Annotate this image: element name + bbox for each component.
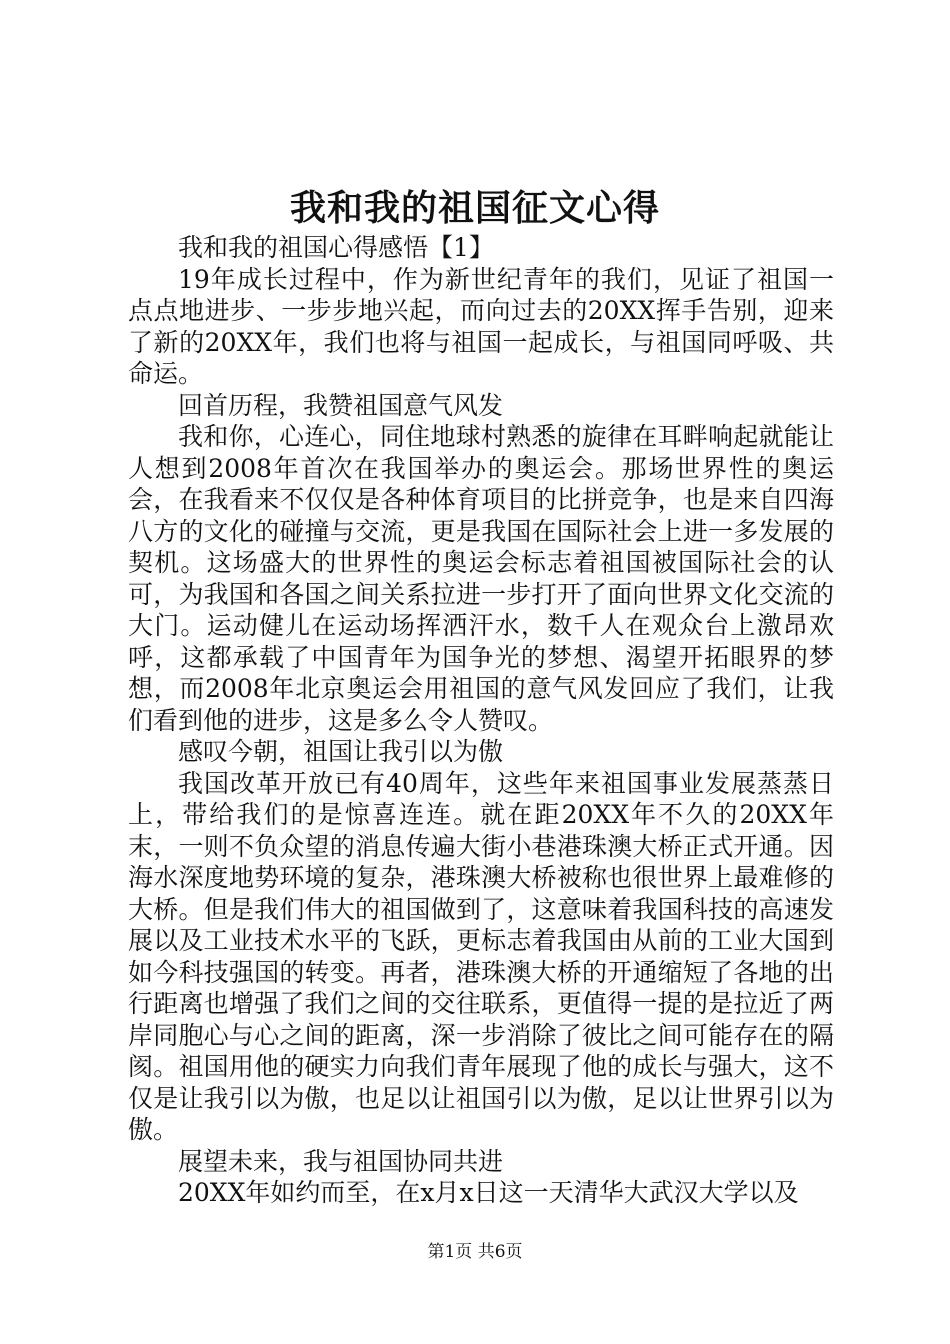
section-heading-present: 感叹今朝，祖国让我引以为傲 xyxy=(178,737,504,766)
page-footer: 第1页 共6页 xyxy=(427,1242,523,1262)
paragraph-olympics: 我和你，心连心，同住地球村熟悉的旋律在耳畔响起就能让人想到2008年首次在我国举办的奥运会。那场世界性的奥运会，在我看来不仅仅是各种体育项目的比拼竞争，也是来自四海八方的文化的碰撞与交流，更是我国在国际社会上进一多发展的契机。这场盛大的世界性的奥运会标志着祖国被国际社会的认可，为我国和各国之间关系拉进一步打开了面向世界文化交流的大门。运动健儿在运动场挥洒汗水，数千人在观众台上激昂欢呼，这都承载了中国青年为国争光的梦想、渴望开拓眼界的梦想，而2008年北京奥运会用祖国的意气风发回应了我们，让我们看到他的进步，这是多么令人赞叹。 xyxy=(128,422,834,735)
document-title: 我和我的祖国征文心得 xyxy=(289,187,660,229)
document-body xyxy=(128,232,834,1209)
section-heading-past: 回首历程，我赞祖国意气风发 xyxy=(178,390,504,420)
section-heading-1: 我和我的祖国心得感悟【1】 xyxy=(178,233,494,262)
paragraph-future: 20XX年如约而至，在x月x日这一天清华大武汉大学以及 xyxy=(178,1178,799,1207)
paragraph-bridge: 我国改革开放已有40周年，这些年来祖国事业发展蒸蒸日上，带给我们的是惊喜连连。就在距20XX年不久的20XX年末，一则不负众望的消息传遍大街小巷港珠澳大桥正式开通。因海水深度地势环境的复杂，港珠澳大桥被称也很世界上最难修的大桥。但是我们伟大的祖国做到了，这意味着我国科技的高速发展以及工业技术水平的飞跃，更标志着我国由从前的工业大国到如今科技强国的转变。再者，港珠澳大桥的开通缩短了各地的出行距离也增强了我们之间的交往联系，更值得一提的是拉近了两岸同胞心与心之间的距离，深一步消除了彼比之间可能存在的隔阂。祖国用他的硬实力向我们青年展现了他的成长与强大，这不仅是让我引以为傲，也足以让祖国引以为傲，足以让世界引以为傲。 xyxy=(128,768,834,1144)
paragraph-intro: 19年成长过程中，作为新世纪青年的我们，见证了祖国一点点地进步、一步步地兴起，而向过去的20XX挥手告别，迎来了新的20XX年，我们也将与祖国一起成长，与祖国同呼吸、共命运。 xyxy=(128,264,834,388)
section-heading-future: 展望未来，我与祖国协同共进 xyxy=(178,1146,504,1176)
